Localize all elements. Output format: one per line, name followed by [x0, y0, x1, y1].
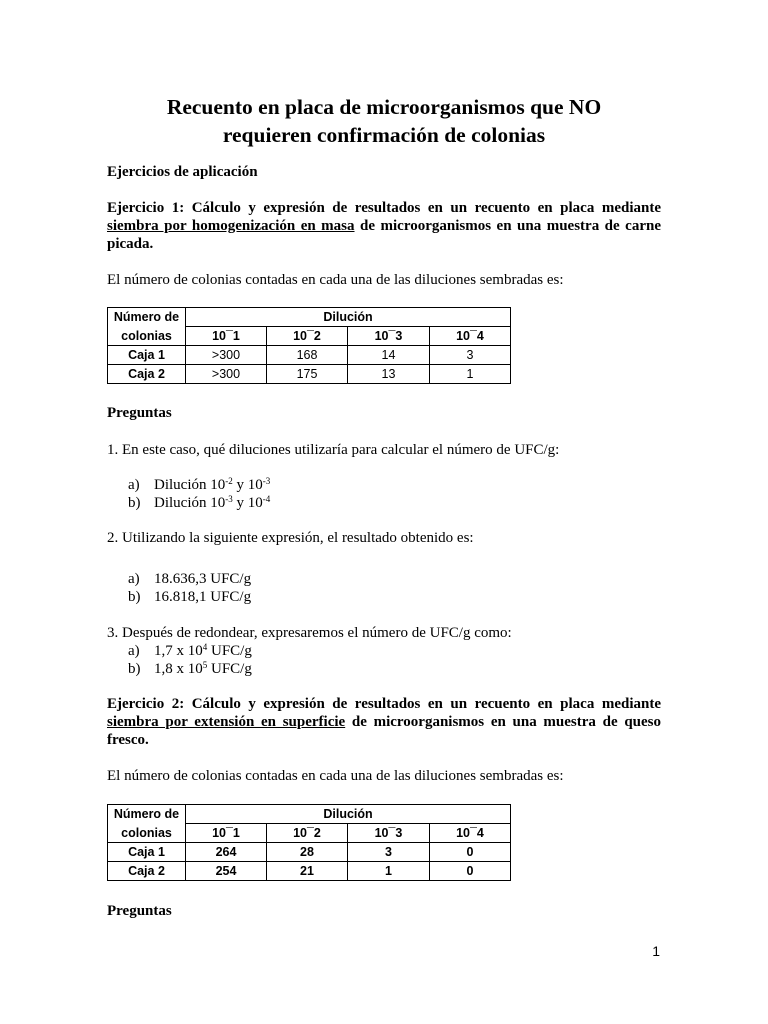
option-text: 16.818,1 UFC/g	[154, 589, 252, 605]
option-marker: b)	[128, 495, 141, 511]
table-row-label: Caja 2	[108, 365, 186, 384]
option-text: y 10	[232, 495, 263, 511]
table-header-row	[108, 805, 511, 824]
table-dilution-header: 10¯4	[430, 824, 511, 843]
table-subheader-row	[108, 824, 511, 843]
option-marker: a)	[128, 477, 140, 493]
option-text: 1,7 x 10	[154, 643, 203, 659]
exercise-2-intro: El número de colonias contadas en cada una de las diluciones sembradas es:	[107, 768, 564, 784]
option-marker: b)	[128, 661, 141, 677]
option-text: UFC/g	[207, 643, 252, 659]
table-cell: 0	[430, 862, 511, 881]
preguntas-heading: Preguntas	[107, 405, 172, 421]
table-row	[108, 365, 511, 384]
table-header-row	[108, 308, 511, 327]
question-2-option-a	[128, 570, 528, 588]
exercise-2-table	[107, 804, 511, 881]
table-cell: 168	[267, 346, 348, 365]
table-row	[108, 346, 511, 365]
question-1-option-b	[128, 494, 528, 512]
table-cell: >300	[186, 365, 267, 384]
option-marker: a)	[128, 571, 140, 587]
option-exponent: -4	[262, 494, 271, 504]
table-row-label: Caja 1	[108, 346, 186, 365]
table-cell: 3	[430, 346, 511, 365]
table-header-dilucion: Dilución	[186, 805, 511, 824]
table-cell: 1	[430, 365, 511, 384]
question-1: 1. En este caso, qué diluciones utilizaría para calcular el número de UFC/g:	[107, 442, 560, 458]
exercise-1-table	[107, 307, 511, 384]
option-text: 1,8 x 10	[154, 661, 203, 677]
option-exponent: -3	[262, 476, 271, 486]
table-dilution-header: 10¯1	[186, 824, 267, 843]
title-line-2: requieren confirmación de colonias	[222, 123, 546, 147]
exercise-2-heading-rest: de microorganismos en una muestra de queso fresco.	[107, 714, 661, 748]
exercise-1-heading-rest: de microorganismos en una muestra de carne picada.	[107, 218, 661, 252]
option-text: UFC/g	[207, 661, 252, 677]
option-text: Dilución 10	[154, 477, 226, 493]
option-exponent: 5	[202, 660, 208, 670]
table-cell: >300	[186, 346, 267, 365]
exercise-1-method: siembra por homogenización en masa	[107, 218, 355, 234]
preguntas-heading-2: Preguntas	[107, 903, 172, 919]
table-row-label: Caja 1	[108, 843, 186, 862]
table-cell: 21	[267, 862, 348, 881]
option-text: 18.636,3 UFC/g	[154, 571, 252, 587]
question-3: 3. Después de redondear, expresaremos el número de UFC/g como:	[107, 625, 512, 641]
option-marker: a)	[128, 643, 140, 659]
question-3-option-a	[128, 642, 528, 660]
exercise-2-heading	[107, 695, 661, 749]
table-cell: 264	[186, 843, 267, 862]
exercise-1-heading	[107, 199, 661, 253]
table-dilution-header: 10¯1	[186, 327, 267, 346]
exercise-1-intro: El número de colonias contadas en cada una de las diluciones sembradas es:	[107, 272, 564, 288]
table-cell: 13	[348, 365, 430, 384]
table-header-dilucion: Dilución	[186, 308, 511, 327]
table-cell: 0	[430, 843, 511, 862]
page-number: 1	[652, 943, 660, 959]
table-subheader-row	[108, 327, 511, 346]
question-2-option-b	[128, 588, 528, 606]
table-header-label: colonias	[108, 824, 186, 843]
option-text: y 10	[232, 477, 263, 493]
exercise-2-heading-text: Ejercicio 2: Cálculo y expresión de resultados en un recuento en placa mediante	[107, 696, 661, 712]
table-dilution-header: 10¯2	[267, 824, 348, 843]
question-2: 2. Utilizando la siguiente expresión, el resultado obtenido es:	[107, 530, 474, 546]
title-line-1: Recuento en placa de microorganismos que NO	[166, 95, 602, 119]
table-header-label: colonias	[108, 327, 186, 346]
table-cell: 175	[267, 365, 348, 384]
option-marker: b)	[128, 589, 141, 605]
table-cell: 14	[348, 346, 430, 365]
table-cell: 3	[348, 843, 430, 862]
table-cell: 254	[186, 862, 267, 881]
table-dilution-header: 10¯2	[267, 327, 348, 346]
table-cell: 1	[348, 862, 430, 881]
table-dilution-header: 10¯3	[348, 824, 430, 843]
exercise-1-heading-text: Ejercicio 1: Cálculo y expresión de resultados en un recuento en placa mediante	[107, 200, 661, 216]
option-exponent: -2	[225, 476, 233, 486]
option-exponent: -3	[225, 494, 233, 504]
table-row	[108, 862, 511, 881]
table-dilution-header: 10¯3	[348, 327, 430, 346]
section-heading: Ejercicios de aplicación	[107, 164, 258, 180]
question-1-option-a	[128, 476, 528, 494]
document-title	[80, 93, 688, 149]
table-header-label: Número de	[108, 805, 186, 824]
question-3-option-b	[128, 660, 528, 678]
table-dilution-header: 10¯4	[430, 327, 511, 346]
option-exponent: 4	[202, 642, 208, 652]
table-cell: 28	[267, 843, 348, 862]
table-row-label: Caja 2	[108, 862, 186, 881]
exercise-2-method: siembra por extensión en superficie	[107, 714, 346, 730]
table-header-label: Número de	[108, 308, 186, 327]
table-row	[108, 843, 511, 862]
option-text: Dilución 10	[154, 495, 226, 511]
